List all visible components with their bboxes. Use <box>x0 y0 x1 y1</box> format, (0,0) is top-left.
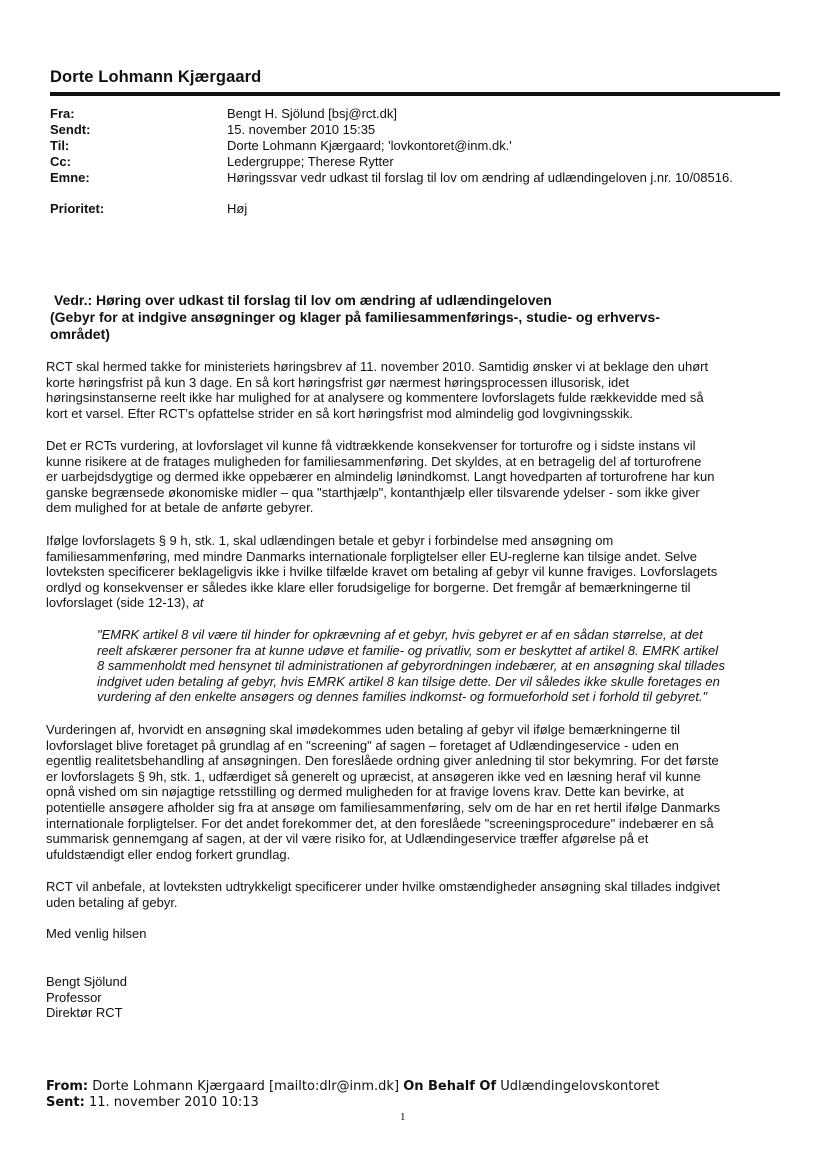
header-row-to <box>50 138 790 154</box>
header-row-priority <box>50 201 790 217</box>
paragraph-5 <box>46 879 788 910</box>
text-span-italic: at <box>192 595 204 611</box>
header-label: Prioritet: <box>50 201 105 216</box>
paragraph-4 <box>46 722 788 862</box>
text-line: RCT skal hermed takke for ministeriets høringsbrev af 11. november 2010. Samtidig ønsker vi at beklage den uhørt <box>46 359 709 374</box>
sender-name: Dorte Lohmann Kjærgaard <box>50 68 262 86</box>
subject-line: Vedr.: Høring over udkast til forslag til lov om ændring af udlændingeloven <box>54 292 552 308</box>
header-row-subject <box>50 170 790 186</box>
text-line: familiesammenføring, med mindre Danmarks internationale forpligtelser eller EU-reglerne kan tilsige andet. Selve <box>46 548 698 564</box>
text-line: Det er RCTs vurdering, at lovforslaget vil kunne få vidtrækkende konsekvenser for torturofre og i sidste instans vil <box>46 438 696 453</box>
subject-line: området) <box>50 326 110 342</box>
header-row-from <box>50 106 790 122</box>
closing: Med venlig hilsen <box>46 926 147 941</box>
forward-sent-line <box>46 1095 259 1111</box>
signature-line: Direktør RCT <box>46 1005 123 1020</box>
quote-line: "EMRK artikel 8 vil være til hinder for opkrævning af et gebyr, hvis gebyret er af en sådan størrelse, at det <box>97 627 703 642</box>
header-value: Bengt H. Sjölund [bsj@rct.dk] <box>227 106 397 121</box>
subject-line: (Gebyr for at indgive ansøgninger og klager på familiesammenførings-, studie- og erhvervs- <box>50 309 660 325</box>
text-line: kunne risikere at de fratages muligheden for familiesammenføring. Det skyldes, at en betragelig del af torturofrene <box>46 453 702 469</box>
forward-from-label: From: <box>46 1079 89 1094</box>
quote-line: indgivet uden betaling af gebyr, hvis EMRK artikel 8 kan tilsige dette. Der vil således ikke skulle foretages en <box>97 673 720 689</box>
header-value: Ledergruppe; Therese Rytter <box>227 154 394 169</box>
text-line: lovteksten specificerer beklageligvis ikke i hvilke tilfælde kravet om betaling af gebyr vil kunne fraviges. Lovforslagets <box>46 564 718 580</box>
text-line: Ifølge lovforslagets § 9 h, stk. 1, skal udlændingen betale et gebyr i forbindelse med ansøgning om <box>46 533 614 548</box>
forward-sent-value: 11. november 2010 10:13 <box>89 1095 259 1110</box>
paragraph-2 <box>46 438 788 516</box>
forward-sent-label: Sent: <box>46 1095 85 1110</box>
header-label: Emne: <box>50 170 90 185</box>
header-row-cc <box>50 154 790 170</box>
signature <box>46 974 127 1021</box>
header-row-sent <box>50 122 790 138</box>
text-line: dem mulighed for at betale de anførte gebyrer. <box>46 500 314 516</box>
signature-line: Bengt Sjölund <box>46 974 127 989</box>
header-value: Høringssvar vedr udkast til forslag til lov om ændring af udlændingeloven j.nr. 10/08516. <box>227 170 733 185</box>
text-line: RCT vil anbefale, at lovteksten udtrykkeligt specificerer under hvilke omstændigheder ansøgning skal tillades indgivet <box>46 879 720 894</box>
header-label: Sendt: <box>50 122 91 137</box>
text-line: ganske begrænsede økonomiske midler – qua "starthjælp", kontanthjælp eller tilsvarende ydelser - som ikke giver <box>46 484 700 500</box>
header-label: Cc: <box>50 154 71 169</box>
text-line: er uarbejdsdygtige og dermed ikke oppebærer en almindelig lønindkomst. Langt hovedparten af torturofrene har kun <box>46 469 715 485</box>
text-line: ufuldstændigt eller endog forkert grundlag. <box>46 846 291 862</box>
header-rule <box>50 92 780 96</box>
forward-behalf-label: On Behalf Of <box>403 1079 497 1094</box>
text-line: høringsinstanserne reelt ikke har mulighed for at analysere og kommentere lovforslagets fulde rækkevidde med så <box>46 390 704 406</box>
text-line: korte høringsfrist på kun 3 dage. En så kort høringsfrist gør nærmest høringsprocessen illusorisk, idet <box>46 374 630 390</box>
text-line: summarisk gennemgang af sagen, at der vil være risiko for, at Udlændingeservice træffer afgørelse på et <box>46 831 649 847</box>
quote-line: reelt afskærer personer fra at kunne udøve et familie- og privatliv, som er beskyttet af artikel 8. EMRK artikel <box>97 642 719 658</box>
header-value: Dorte Lohmann Kjærgaard; 'lovkontoret@inm.dk.' <box>227 138 512 153</box>
text-line: Vurderingen af, hvorvidt en ansøgning skal imødekommes uden betaling af gebyr vil ifølge bemærkningerne til <box>46 722 680 737</box>
forward-from-line <box>46 1079 660 1095</box>
text-line: opnå vished om sin nøjagtige retsstilling og dermed muligheden for at fravige lovens krav. Dette kan bevirke, at <box>46 784 684 800</box>
paragraph-3 <box>46 533 788 611</box>
header-label: Til: <box>50 138 70 153</box>
text-line: er lovforslagets § 9h, stk. 1, udfærdiget så generelt og upræcist, at ansøgeren ikke ved en læsning heraf vil kunne <box>46 768 701 784</box>
text-line: lovforslaget blive foretaget på grundlag af en "screening" af sagen – foretaget af Udlændingeservice - uden en <box>46 737 679 753</box>
forward-behalf-value: Udlændingelovskontoret <box>500 1079 660 1094</box>
page-number: 1 <box>400 1111 406 1123</box>
text-line <box>46 595 788 611</box>
block-quote <box>97 627 769 705</box>
signature-line: Professor <box>46 989 102 1005</box>
paragraph-1 <box>46 359 788 421</box>
text-line: kort et varsel. Efter RCT's opfattelse strider en så kort høringsfrist mod almindelig god lovgivningsskik. <box>46 405 633 421</box>
header-label: Fra: <box>50 106 75 121</box>
text-line: uden betaling af gebyr. <box>46 894 178 910</box>
text-line: potentielle ansøgere afholder sig fra at ansøge om familiesammenføring, selv om de har en ret hertil ifølge Danmarks <box>46 799 721 815</box>
quote-line: 8 sammenholdt med hensynet til administrationen af gebyrordningen indebærer, at en ansøgning skal tillades <box>97 658 725 674</box>
text-span: lovforslaget (side 12-13), <box>46 595 193 611</box>
quote-line: vurdering af den enkelte ansøgers og dennes families indkomst- og formueforhold set i forhold til gebyret." <box>97 689 708 705</box>
text-line: egentlig realitetsbehandling af ansøgningen. Den foreslåede ordning giver anledning til stor bekymring. For det første <box>46 753 719 769</box>
header-value: 15. november 2010 15:35 <box>227 122 376 137</box>
text-line: ordlyd og konsekvenser er således ikke klare eller forudsigelige for borgerne. Det fremgår af bemærkningerne til <box>46 579 691 595</box>
text-line: internationale forpligtelser. For det andet forekommer det, at den foreslåede "screeningsprocedure" indebærer en så <box>46 815 714 831</box>
header-value: Høj <box>227 201 248 216</box>
forward-from-value: Dorte Lohmann Kjærgaard [mailto:dlr@inm.dk] <box>92 1079 400 1094</box>
subject-heading <box>50 292 750 343</box>
